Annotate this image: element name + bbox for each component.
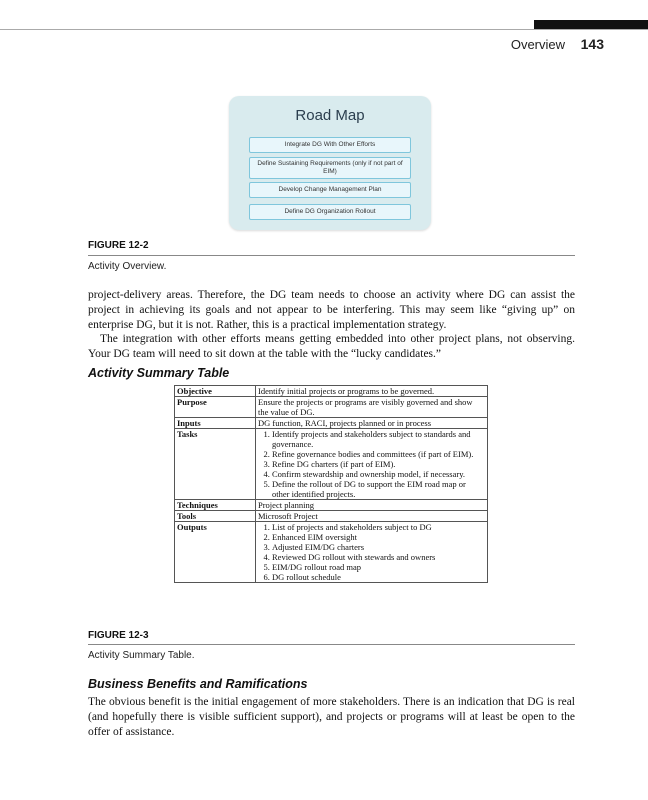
row-value — [256, 522, 488, 583]
roadmap-step-4: Define DG Organization Rollout — [249, 204, 411, 220]
figure-label: FIGURE 12-3 — [88, 630, 149, 641]
figure-label: FIGURE 12-2 — [88, 240, 149, 251]
figure-rule — [88, 644, 575, 645]
table-row — [175, 500, 488, 511]
row-value: Identify initial projects or programs to be governed. — [256, 386, 488, 397]
list-item: 2. Enhanced EIM oversight — [272, 532, 485, 542]
body-paragraph: project-delivery areas. Therefore, the DG team needs to choose an activity where DG can assist the project in achieving its goals and not appear to be interfering. This may seem like “giving up” on enterprise DG, but it is not. Rather, this is a practical implementation strategy. — [88, 289, 575, 331]
table-row — [175, 386, 488, 397]
figure-caption: Activity Summary Table. — [88, 650, 195, 661]
roadmap-step-3: Develop Change Management Plan — [249, 182, 411, 198]
list-item: 3. Refine DG charters (if part of EIM). — [272, 459, 485, 469]
list-item: 1. Identify projects and stakeholders subject to standards and governance. — [272, 429, 485, 449]
body-paragraph: The integration with other efforts means getting embedded into other project plans, not observing. Your DG team will need to sit down at the table with the “lucky candidates.” — [88, 333, 575, 360]
row-label: Tasks — [175, 429, 256, 500]
table-row — [175, 429, 488, 500]
row-value: Ensure the projects or programs are visibly governed and show the value of DG. — [256, 397, 488, 418]
activity-summary-table — [174, 385, 488, 583]
row-value: DG function, RACI, projects planned or in process — [256, 418, 488, 429]
row-label: Inputs — [175, 418, 256, 429]
row-value: Microsoft Project — [256, 511, 488, 522]
table-row — [175, 522, 488, 583]
list-item: 6. DG rollout schedule — [272, 572, 485, 582]
list-item: 3. Adjusted EIM/DG charters — [272, 542, 485, 552]
list-item: 2. Refine governance bodies and committees (if part of EIM). — [272, 449, 485, 459]
row-label: Outputs — [175, 522, 256, 583]
roadmap-diagram — [229, 96, 431, 230]
row-label: Objective — [175, 386, 256, 397]
list-item: 4. Confirm stewardship and ownership model, if necessary. — [272, 469, 485, 479]
section-heading: Activity Summary Table — [88, 366, 230, 380]
table-row — [175, 511, 488, 522]
row-value: Project planning — [256, 500, 488, 511]
section-heading: Business Benefits and Ramifications — [88, 677, 308, 691]
row-label: Tools — [175, 511, 256, 522]
list-item: 5. Define the rollout of DG to support the EIM road map or other identified projects. — [272, 479, 485, 499]
list-item: 5. EIM/DG rollout road map — [272, 562, 485, 572]
list-item: 1. List of projects and stakeholders subject to DG — [272, 522, 485, 532]
row-label: Techniques — [175, 500, 256, 511]
section-name: Overview — [510, 37, 566, 52]
tasks-list — [258, 429, 485, 499]
running-head — [511, 36, 604, 52]
table-row — [175, 418, 488, 429]
table-row — [175, 397, 488, 418]
body-paragraph: The obvious benefit is the initial engagement of more stakeholders. There is an indication that DG is real (and hopefully there is visible sufficient support), and projects or programs will at least be open to the offer of assistance. — [88, 696, 575, 738]
outputs-list — [258, 522, 485, 582]
figure-rule — [88, 255, 575, 256]
row-label: Purpose — [175, 397, 256, 418]
figure-caption: Activity Overview. — [88, 261, 167, 272]
roadmap-step-1: Integrate DG With Other Efforts — [249, 137, 411, 153]
page-number: 143 — [580, 36, 604, 52]
list-item: 4. Reviewed DG rollout with stewards and owners — [272, 552, 485, 562]
roadmap-step-2: Define Sustaining Requirements (only if not part of EIM) — [249, 157, 411, 179]
row-value — [256, 429, 488, 500]
header-rule — [0, 29, 648, 30]
roadmap-title: Road Map — [295, 107, 365, 124]
